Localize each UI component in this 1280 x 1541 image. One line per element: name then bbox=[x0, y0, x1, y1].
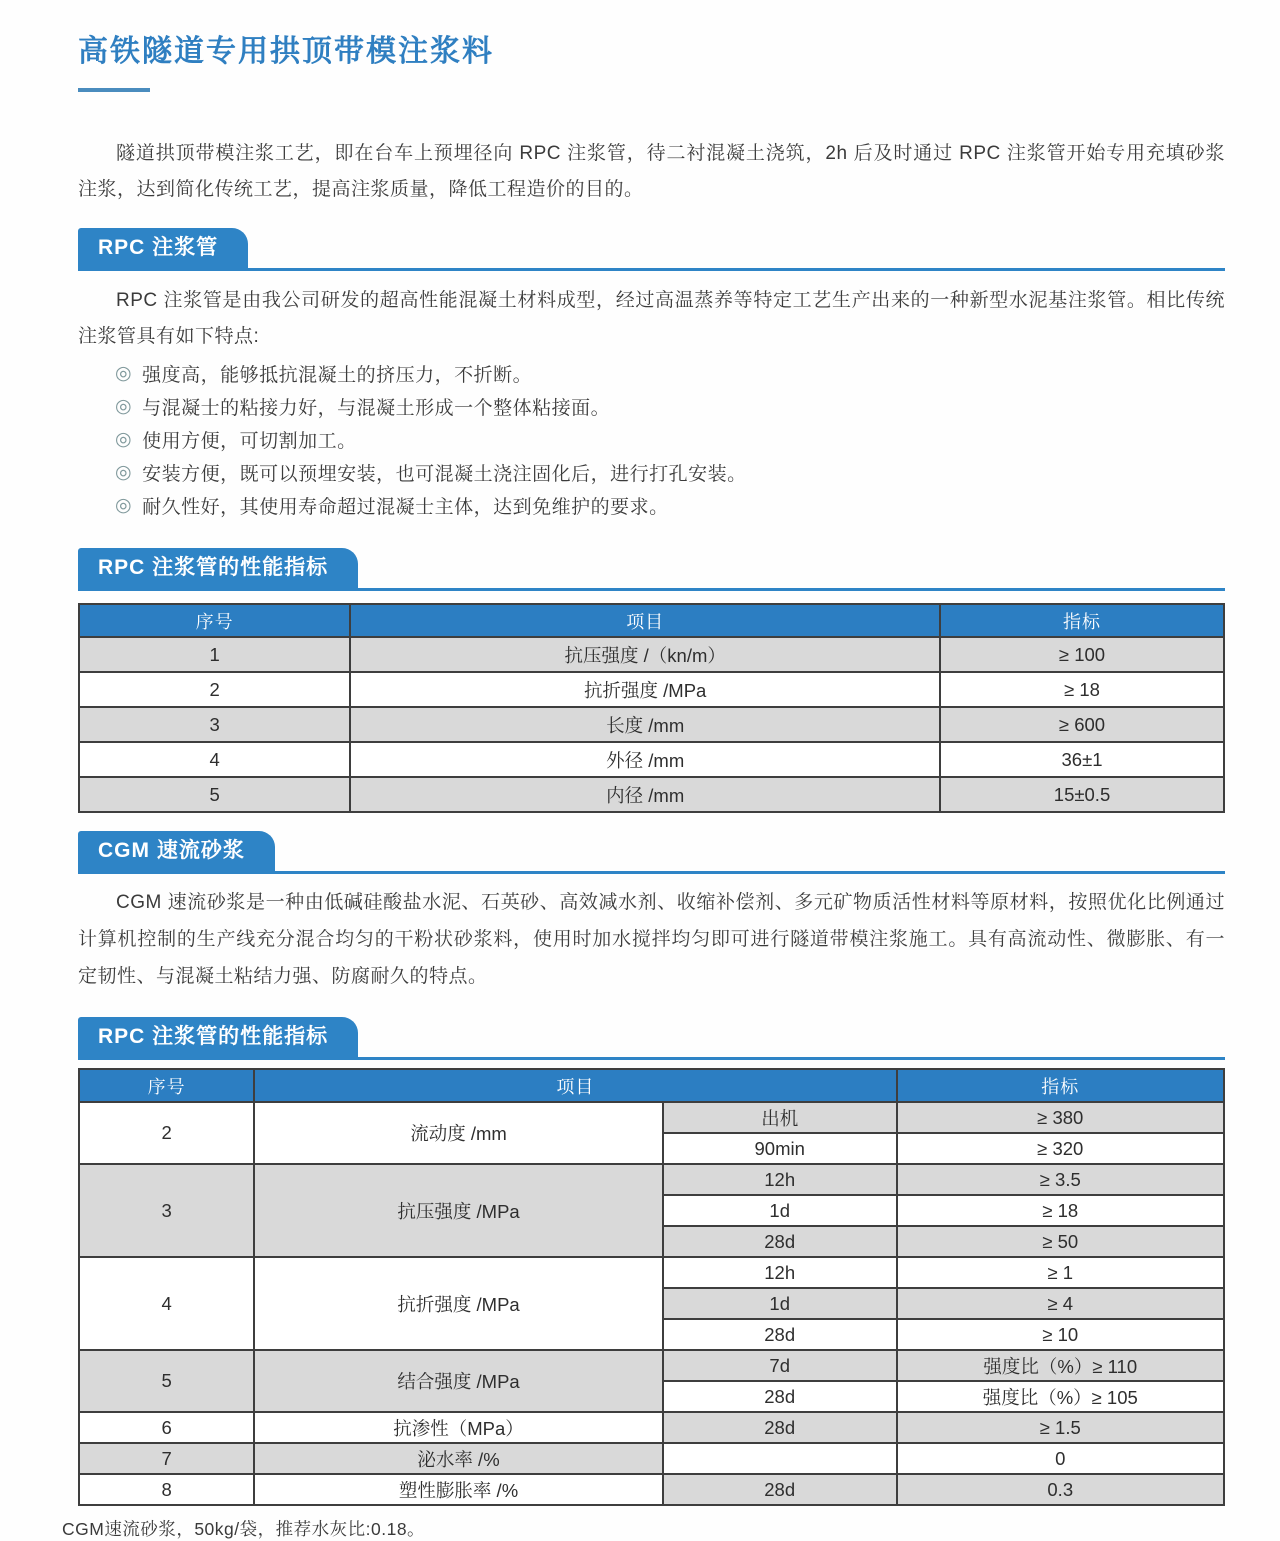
rpc-pipe-paragraph: RPC 注浆管是由我公司研发的超高性能混凝土材料成型，经过高温蒸养等特定工艺生产出来的一种新型水泥基注浆管。相比传统注浆管具有如下特点: bbox=[78, 290, 1225, 347]
table-row bbox=[79, 1257, 1224, 1288]
cell-seq: 7 bbox=[79, 1443, 254, 1474]
bullet-text: 使用方便，可切割加工。 bbox=[142, 431, 357, 452]
intro-paragraph: 隧道拱顶带模注浆工艺，即在台车上预埋径向 RPC 注浆管，待二衬混凝土浇筑，2h 后及时通过 RPC 注浆管开始专用充填砂浆注浆，达到简化传统工艺，提高注浆质量，降低工程造价的目的。 bbox=[78, 143, 1225, 200]
bullet-text: 安装方便，既可以预埋安装，也可混凝土浇注固化后，进行打孔安装。 bbox=[142, 464, 747, 485]
cell-seq: 6 bbox=[79, 1412, 254, 1443]
list-item bbox=[115, 489, 1225, 522]
bullet-text: 耐久性好，其使用寿命超过混凝士主体，达到免维护的要求。 bbox=[142, 497, 669, 518]
rpc-pipe-performance-table bbox=[78, 603, 1225, 813]
cell-item: 外径 /mm bbox=[350, 742, 940, 777]
cell-seq: 3 bbox=[79, 707, 350, 742]
section-tab-label: RPC 注浆管的性能指标 bbox=[78, 1017, 358, 1057]
table-body bbox=[79, 637, 1224, 812]
cell-age: 90min bbox=[663, 1133, 897, 1164]
cell-item: 泌水率 /% bbox=[254, 1443, 663, 1474]
cell-age: 28d bbox=[663, 1412, 897, 1443]
section-tab-label: RPC 注浆管 bbox=[78, 228, 248, 268]
cell-item: 流动度 /mm bbox=[254, 1102, 663, 1164]
cell-value: ≥ 1.5 bbox=[897, 1412, 1225, 1443]
column-header-item: 项目 bbox=[350, 604, 940, 637]
cgm-paragraph: CGM 速流砂浆是一种由低碱硅酸盐水泥、石英砂、高效减水剂、收缩补偿剂、多元矿物质活性材料等原材料，按照优化比例通过计算机控制的生产线充分混合均匀的干粉状砂浆料，使用时加水搅拌均匀即可进行隧道带模注浆施工。具有高流动性、微膨胀、有一定韧性、与混凝土粘结力强、防腐耐久的特点。 bbox=[78, 892, 1225, 987]
cell-seq: 4 bbox=[79, 1257, 254, 1350]
title-underline bbox=[78, 88, 150, 92]
list-item bbox=[115, 456, 1225, 489]
column-header-value: 指标 bbox=[940, 604, 1224, 637]
header-row bbox=[79, 604, 1224, 637]
cell-age: 12h bbox=[663, 1257, 897, 1288]
cell-age: 出机 bbox=[663, 1102, 897, 1133]
cell-value: ≥ 100 bbox=[940, 637, 1224, 672]
cell-seq: 3 bbox=[79, 1164, 254, 1257]
bullseye-bullet-icon: ◎ bbox=[115, 495, 133, 516]
cell-value: ≥ 3.5 bbox=[897, 1164, 1225, 1195]
column-header-seq: 序号 bbox=[79, 604, 350, 637]
column-header-value: 指标 bbox=[897, 1069, 1225, 1102]
bullet-text: 强度高，能够抵抗混凝土的挤压力，不折断。 bbox=[142, 365, 533, 386]
list-item bbox=[115, 423, 1225, 456]
cell-age: 28d bbox=[663, 1319, 897, 1350]
cell-age bbox=[663, 1443, 897, 1474]
cell-value: ≥ 18 bbox=[897, 1195, 1225, 1226]
cell-value: ≥ 10 bbox=[897, 1319, 1225, 1350]
section-heading-rpc-pipe bbox=[78, 228, 1225, 271]
cell-value: ≥ 18 bbox=[940, 672, 1224, 707]
cell-item: 抗压强度 /（kn/m） bbox=[350, 637, 940, 672]
header-row bbox=[79, 1069, 1224, 1102]
cell-item: 内径 /mm bbox=[350, 777, 940, 812]
cell-value: 15±0.5 bbox=[940, 777, 1224, 812]
rpc-feature-list bbox=[78, 357, 1225, 522]
bullseye-bullet-icon: ◎ bbox=[115, 462, 133, 483]
table-row bbox=[79, 1102, 1224, 1133]
table-row bbox=[79, 1164, 1224, 1195]
table-row bbox=[79, 707, 1224, 742]
cell-age: 7d bbox=[663, 1350, 897, 1381]
table-row bbox=[79, 672, 1224, 707]
cell-value: ≥ 1 bbox=[897, 1257, 1225, 1288]
cell-age: 28d bbox=[663, 1474, 897, 1505]
table-row bbox=[79, 637, 1224, 672]
package-footnote: CGM速流砂浆，50kg/袋，推荐水灰比:0.18。 bbox=[62, 1519, 426, 1539]
column-header-seq: 序号 bbox=[79, 1069, 254, 1102]
cell-age: 1d bbox=[663, 1195, 897, 1226]
cell-value: 强度比（%）≥ 105 bbox=[897, 1381, 1225, 1412]
cell-value: ≥ 4 bbox=[897, 1288, 1225, 1319]
section-heading-rpc-specs bbox=[78, 548, 1225, 591]
cell-value: ≥ 380 bbox=[897, 1102, 1225, 1133]
cell-seq: 2 bbox=[79, 672, 350, 707]
table-row bbox=[79, 1443, 1224, 1474]
cell-seq: 4 bbox=[79, 742, 350, 777]
table-header bbox=[79, 604, 1224, 637]
cell-age: 12h bbox=[663, 1164, 897, 1195]
cell-value: 强度比（%）≥ 110 bbox=[897, 1350, 1225, 1381]
section-tab-label: RPC 注浆管的性能指标 bbox=[78, 548, 358, 588]
list-item bbox=[115, 357, 1225, 390]
cell-value: ≥ 320 bbox=[897, 1133, 1225, 1164]
cell-item: 抗压强度 /MPa bbox=[254, 1164, 663, 1257]
bullet-text: 与混凝士的粘接力好，与混凝土形成一个整体粘接面。 bbox=[142, 398, 611, 419]
cell-value: 0.3 bbox=[897, 1474, 1225, 1505]
cell-item: 长度 /mm bbox=[350, 707, 940, 742]
cell-item: 结合强度 /MPa bbox=[254, 1350, 663, 1412]
page-title: 高铁隧道专用拱顶带模注浆料 bbox=[78, 35, 494, 68]
table-body bbox=[79, 1102, 1224, 1505]
cell-seq: 1 bbox=[79, 637, 350, 672]
bullseye-bullet-icon: ◎ bbox=[115, 429, 133, 450]
cell-item: 抗折强度 /MPa bbox=[350, 672, 940, 707]
table-row bbox=[79, 1412, 1224, 1443]
cell-value: ≥ 50 bbox=[897, 1226, 1225, 1257]
cell-seq: 8 bbox=[79, 1474, 254, 1505]
cell-item: 塑性膨胀率 /% bbox=[254, 1474, 663, 1505]
section-heading-cgm bbox=[78, 831, 1225, 874]
cgm-mortar-performance-table bbox=[78, 1068, 1225, 1506]
table-row bbox=[79, 742, 1224, 777]
table-header bbox=[79, 1069, 1224, 1102]
table-row bbox=[79, 1350, 1224, 1381]
cell-age: 1d bbox=[663, 1288, 897, 1319]
list-item bbox=[115, 390, 1225, 423]
cell-age: 28d bbox=[663, 1226, 897, 1257]
cell-value: 0 bbox=[897, 1443, 1225, 1474]
cell-seq: 5 bbox=[79, 777, 350, 812]
bullseye-bullet-icon: ◎ bbox=[115, 396, 133, 417]
cell-value: 36±1 bbox=[940, 742, 1224, 777]
cell-seq: 5 bbox=[79, 1350, 254, 1412]
bullseye-bullet-icon: ◎ bbox=[115, 363, 133, 384]
section-heading-cgm-specs bbox=[78, 1017, 1225, 1060]
table-row bbox=[79, 1474, 1224, 1505]
cell-seq: 2 bbox=[79, 1102, 254, 1164]
cell-value: ≥ 600 bbox=[940, 707, 1224, 742]
column-header-item: 项目 bbox=[254, 1069, 896, 1102]
cell-age: 28d bbox=[663, 1381, 897, 1412]
table-row bbox=[79, 777, 1224, 812]
section-tab-label: CGM 速流砂浆 bbox=[78, 831, 275, 871]
cell-item: 抗折强度 /MPa bbox=[254, 1257, 663, 1350]
cell-item: 抗渗性（MPa） bbox=[254, 1412, 663, 1443]
